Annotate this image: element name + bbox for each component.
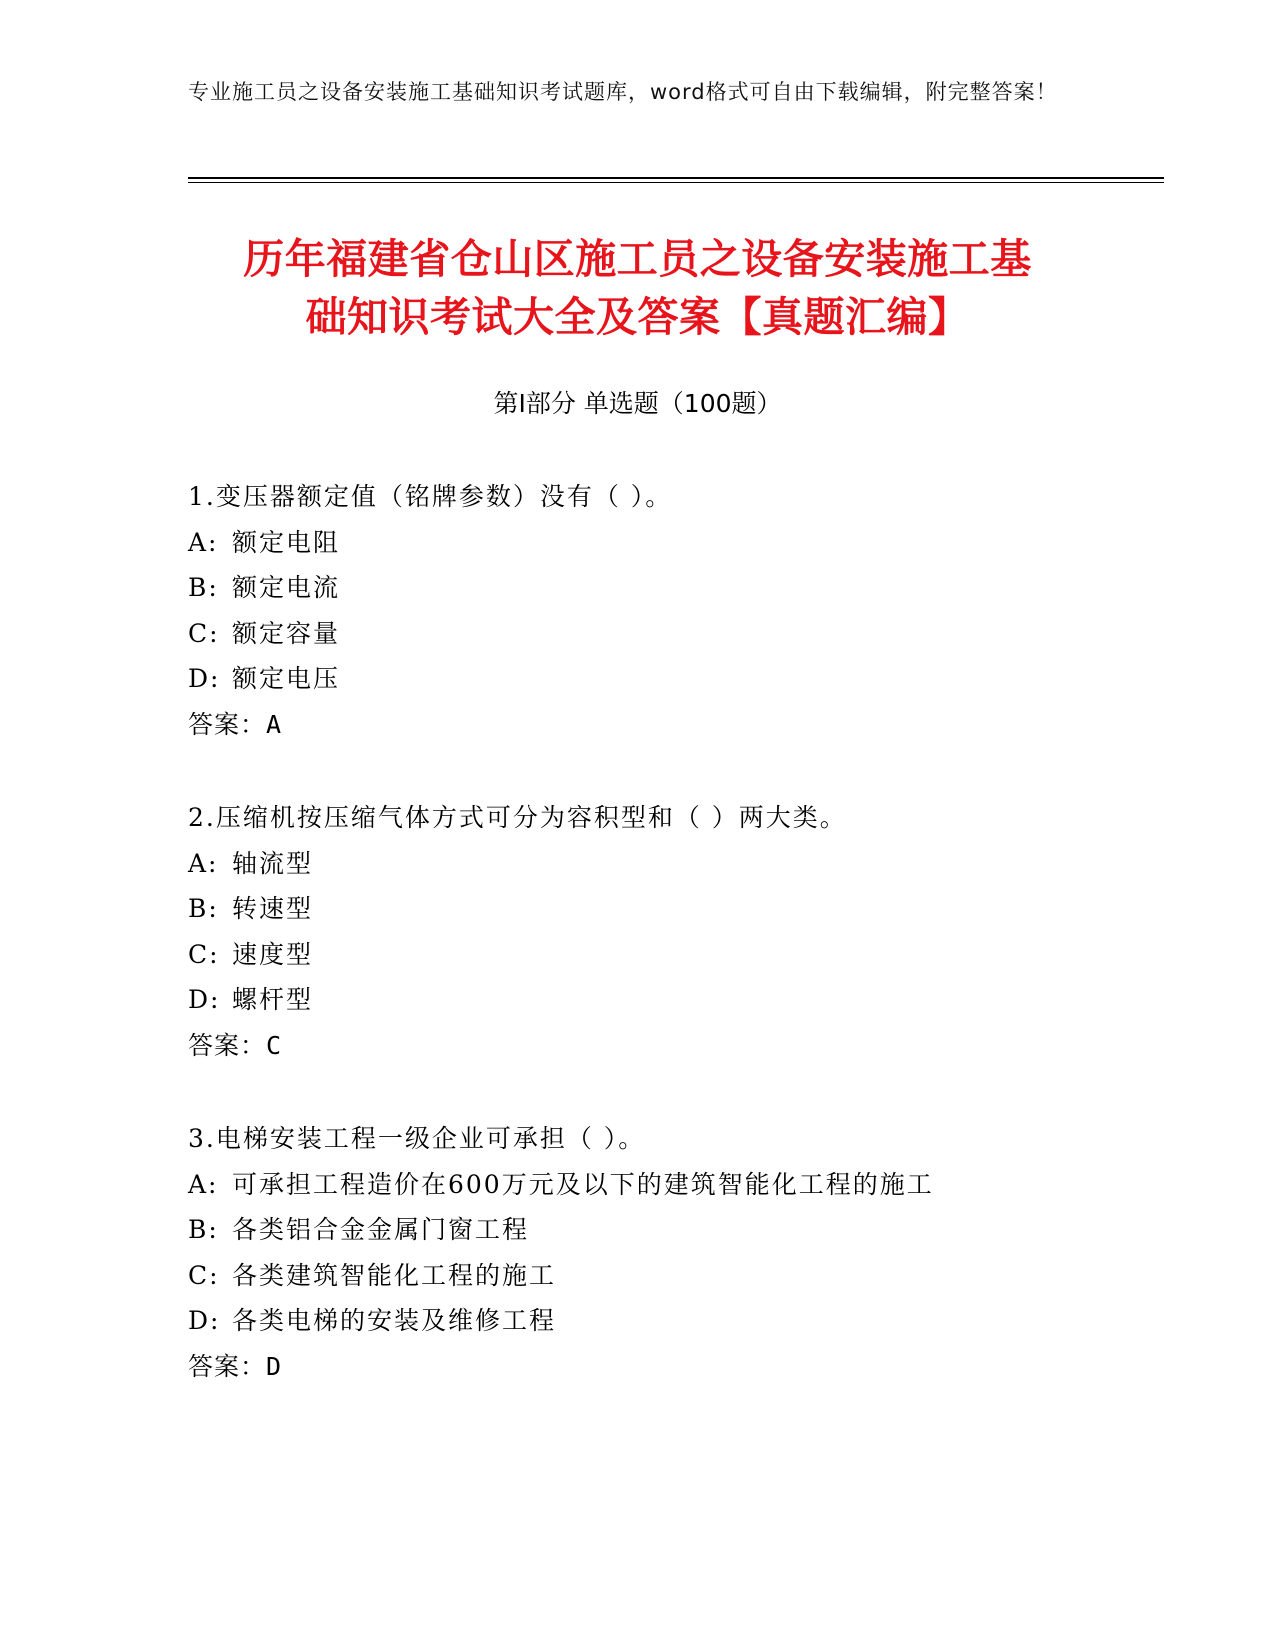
question-list (188, 474, 1088, 1437)
option-text: 速度型 (232, 939, 314, 969)
option-text: 各类建筑智能化工程的施工 (232, 1260, 557, 1290)
option-text: 各类电梯的安装及维修工程 (232, 1306, 557, 1335)
answer-label: 答案： (188, 1351, 267, 1381)
question-stem: 1.变压器额定值（铭牌参数）没有（ ）。 (188, 482, 673, 511)
option-text: 额定电流 (232, 573, 341, 602)
option-a (188, 1162, 1088, 1208)
option-b (188, 565, 1088, 611)
option-b (188, 886, 1088, 932)
option-key: B: (188, 573, 219, 602)
option-key: C: (188, 939, 220, 969)
option-a (188, 520, 1088, 566)
option-key: B: (188, 1215, 219, 1244)
option-text: 额定电阻 (232, 527, 341, 557)
option-text: 额定容量 (232, 618, 341, 648)
option-text: 额定电压 (232, 664, 341, 693)
header-divider-thin (188, 182, 1164, 183)
option-key: C: (188, 1260, 220, 1290)
question-1 (188, 474, 1088, 747)
option-a (188, 841, 1088, 887)
option-key: A: (188, 848, 219, 878)
option-b (188, 1207, 1088, 1253)
answer-line (188, 1023, 1088, 1069)
option-c (188, 1253, 1088, 1299)
option-key: B: (188, 894, 219, 923)
option-key: C: (188, 618, 220, 648)
option-key: D: (188, 1306, 221, 1335)
header-note: 专业施工员之设备安装施工基础知识考试题库，word格式可自由下载编辑，附完整答案！ (188, 80, 1058, 104)
option-key: A: (188, 1169, 219, 1199)
question-stem: 3.电梯安装工程一级企业可承担（ ）。 (188, 1124, 646, 1153)
option-d (188, 1298, 1088, 1344)
question-stem: 2.压缩机按压缩气体方式可分为容积型和（ ）两大类。 (188, 803, 847, 832)
option-key: D: (188, 664, 221, 693)
option-key: A: (188, 527, 219, 557)
header-divider-thick (188, 177, 1164, 179)
question-3 (188, 1116, 1088, 1389)
question-2 (188, 795, 1088, 1068)
option-text: 可承担工程造价在600万元及以下的建筑智能化工程的施工 (232, 1169, 934, 1199)
option-text: 轴流型 (232, 848, 314, 878)
document-title-line-2: 础知识考试大全及答案【真题汇编】 (305, 293, 970, 341)
answer-value: D (266, 1351, 283, 1381)
option-text: 各类铝合金金属门窗工程 (232, 1215, 530, 1244)
answer-line (188, 702, 1088, 748)
option-c (188, 611, 1088, 657)
answer-value: C (266, 1030, 283, 1060)
option-text: 螺杆型 (232, 985, 314, 1014)
document-title (140, 230, 1135, 346)
option-c (188, 932, 1088, 978)
answer-line (188, 1344, 1088, 1390)
section-heading: 第Ⅰ部分 单选题（100题） (493, 389, 782, 418)
answer-label: 答案： (188, 1030, 267, 1060)
option-text: 转速型 (232, 894, 314, 923)
option-d (188, 977, 1088, 1023)
option-d (188, 656, 1088, 702)
answer-value: A (266, 709, 283, 739)
document-title-line-1: 历年福建省仓山区施工员之设备安装施工基 (243, 235, 1032, 283)
answer-label: 答案： (188, 709, 267, 739)
option-key: D: (188, 985, 221, 1014)
